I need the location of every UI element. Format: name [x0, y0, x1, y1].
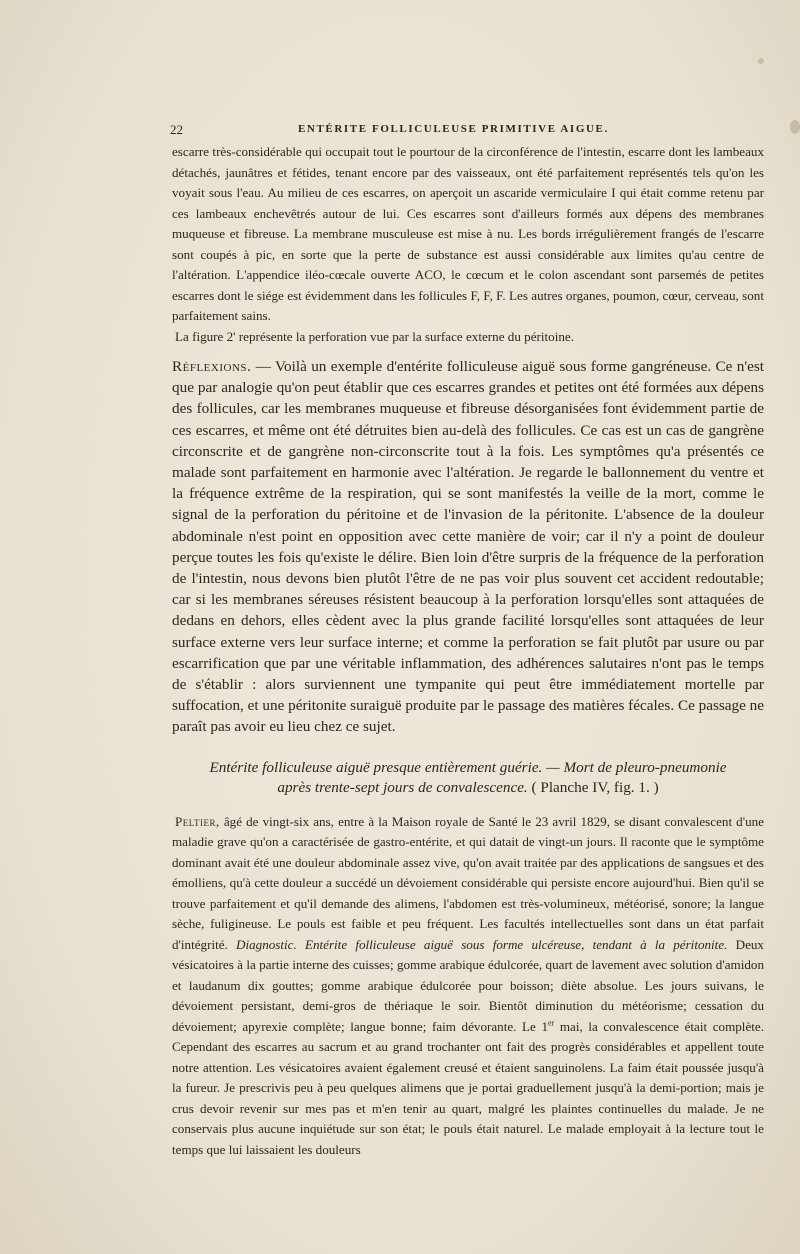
paper-foxing-spot — [790, 120, 800, 134]
paragraph-reflexions — [172, 356, 764, 738]
body-text — [172, 142, 764, 1160]
ordinal-superscript: er — [548, 1018, 555, 1028]
case-text-a: âgé de vingt-six ans, entre à la Maison royale de Santé le 23 avril 1829, se disant convalescent d'une maladie grave qu'on a caractérisée de gastro-entérite, et qui datait de vingt-un jours. Il raconte que le symptôme dominant avait été une douleur abdominale assez vive, qu'on avait traitée par des applications de sangsues et des émolliens, qu'à cette douleur a succédé un dévoiement considérable qui persiste encore aujourd'hui. Bien qu'il se trouve parfaitement et qu'il demande des alimens, l'abdomen est très-volumineux, météorisé, sonore; la langue sèche, fuligineuse. Le pouls est faible et peu fréquent. Les facultés intellectuelles sont dans un état parfait d'intégrité. — [172, 813, 764, 952]
paragraph-figure-note — [172, 327, 764, 348]
patient-name: Peltier, — [175, 813, 220, 829]
page-header — [170, 122, 770, 140]
section-heading — [192, 758, 744, 798]
section-title: Entérite folliculeuse aiguë presque entièrement guérie. — Mort de pleuro-pneumonie après trente-sept jours de convalescence. — [209, 758, 727, 796]
section-plate-reference: ( Planche IV, fig. 1. ) — [527, 778, 659, 796]
page-number: 22 — [170, 122, 183, 137]
reflexions-text: — Voilà un exemple d'entérite folliculeuse aiguë sous forme gangréneuse. Ce n'est que par analogie qu'on peut établir que ces escarres grandes et petites ont été formées aux dépens des follicules, car les membranes muqueuse et fibreuse désorganisées font évidemment partie de ces escarres, et même ont été détruites bien au-delà des follicules. Ce cas est un cas de gangrène circonscrite et de gangrène non-circonscrite tout à la fois. Les symptômes qu'a présentés ce malade sont parfaitement en harmonie avec l'altération. Je regarde le ballonnement du ventre et la fréquence extrême de la respiration, qui se sont manifestés la veille de la mort, comme le signal de la perforation du péritoine et de l'invasion de la péritonite. L'absence de la douleur abdominale n'est point en opposition avec cette manière de voir; car il n'y a point de douleur perçue toutes les fois qu'existe le délire. Bien loin d'être surpris de la fréquence de la perforation de l'intestin, nous devons bien plutôt l'être de ne pas voir plus souvent cet accident redoutable; car si les membranes séreuses résistent beaucoup à la perforation lorsqu'elles sont attaquées de dedans en dehors, elles cèdent avec la plus grande facilité lorsqu'elles sont attaquées de leur surface externe vers leur surface interne; et comme la perforation se fait plutôt par usure ou par escarrification que par une véritable inflammation, des adhérences salutaires n'ont pas le temps de s'établir : alors surviennent une tympanite qui peut être immédiatement mortelle par suffocation, et une péritonite suraiguë produite par le passage des matières fécales. Ce passage ne paraît pas avoir eu lieu chez ce sujet. — [172, 358, 764, 736]
paper-foxing-spot — [758, 58, 764, 64]
paragraph-peltier-case — [172, 812, 764, 1161]
paragraph-case-description: escarre très-considérable qui occupait tout le pourtour de la circonférence de l'intestin, escarre dont les lambeaux détachés, jaunâtres et fétides, tenant encore par des vaisseaux, ont été parfaitement représentés tels qu'on les voyait sous l'eau. Au milieu de ces escarres, on aperçoit un ascaride vermiculaire I qui était comme retenu par ces lambeaux enchevêtrés autour de lui. Ces escarres sont d'ailleurs formés aux dépens des membranes muqueuse et fibreuse. La membrane musculeuse est mise à nu. Les bords irrégulièrement frangés de l'escarre sont coupés à pic, en sorte que la perte de substance est aussi considérable aux limites qu'au centre de l'altération. L'appendice iléo-cœcale ouverte ACO, le cœcum et le colon ascendant sont parsemés de petites escarres dont le siége est évidemment dans les follicules F, F, F. Les autres organes, poumon, cœur, cerveau, sont parfaitement sains. — [172, 144, 764, 323]
case-text-b: Deux vésicatoires à la partie interne des cuisses; gomme arabique édulcorée, quart de lavement avec solution d'amidon et laudanum dix gouttes; gomme arabique édulcorée pour boisson; diète absolue. Les jours suivans, le dévoiement persistant, demi-gros de thériaque le soir. Bientôt diminution du météorisme; cessation du dévoiement; apyrexie complète; langue bonne; faim dévorante. Le 1 — [172, 936, 764, 1034]
case-text-c: mai, la convalescence était complète. Cependant des escarres au sacrum et au grand trochanter ont fait des progrès considérables et appellent toute notre attention. Les vésicatoires avaient également creusé et étaient sanguinolens. La faim était poussée jusqu'à la fureur. Je prescrivis peu à peu quelques alimens que je portai graduellement jusqu'à la demi-portion; mais je crus devoir revenir sur mes pas et m'en tenir au quart, malgré les plaintes continuelles du malade. Je ne conservais plus aucune inquiétude sur son état; le pouls était naturel. Le malade employait à la lecture tout le temps que lui laissaient les douleurs — [172, 1018, 764, 1157]
running-title: ENTÉRITE FOLLICULEUSE PRIMITIVE AIGUE. — [298, 123, 609, 135]
figure-note-text: La figure 2' représente la perforation vue par la surface externe du péritoine. — [175, 328, 574, 344]
diagnostic-text: Diagnostic. Entérite folliculeuse aiguë sous forme ulcéreuse, tendant à la péritonite. — [236, 936, 728, 952]
reflexions-label: Réflexions. — [172, 358, 252, 375]
